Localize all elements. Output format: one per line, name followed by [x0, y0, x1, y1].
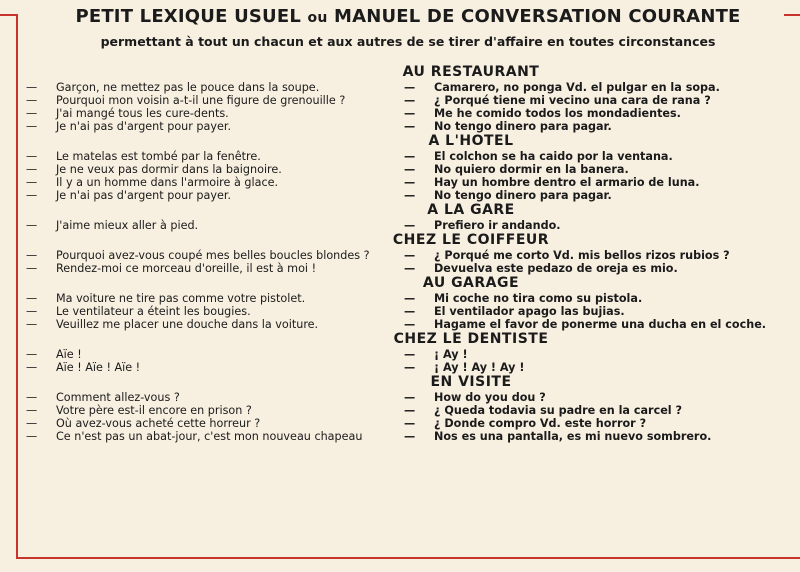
spanish-phrase	[404, 249, 796, 262]
phrase-dash: —	[26, 391, 38, 404]
spanish-phrase	[404, 417, 796, 430]
phrase-dash: —	[26, 404, 38, 417]
french-phrase	[26, 94, 404, 107]
french-text: Veuillez me placer une douche dans la voiture.	[56, 318, 319, 331]
spanish-phrase	[404, 176, 796, 189]
phrase-row	[26, 219, 796, 232]
phrase-dash: —	[404, 262, 416, 275]
spanish-phrase	[404, 404, 796, 417]
spanish-phrase	[404, 81, 796, 94]
spanish-phrase	[404, 361, 796, 374]
french-phrase	[26, 107, 404, 120]
spanish-text: No tengo dinero para pagar.	[434, 120, 612, 133]
phrase-dash: —	[26, 189, 38, 202]
phrase-row	[26, 292, 796, 305]
phrase-dash: —	[404, 305, 416, 318]
phrase-row	[26, 189, 796, 202]
spanish-text: ¡ Ay ! Ay ! Ay !	[434, 361, 525, 374]
phrase-dash: —	[404, 361, 416, 374]
phrase-dash: —	[26, 417, 38, 430]
phrase-dash: —	[404, 120, 416, 133]
phrase-dash: —	[404, 292, 416, 305]
french-text: Le ventilateur a éteint les bougies.	[56, 305, 251, 318]
french-phrase	[26, 81, 404, 94]
spanish-phrase	[404, 219, 796, 232]
spanish-text: El ventilador apago las bujias.	[434, 305, 625, 318]
french-phrase	[26, 305, 404, 318]
frame-bottom-line	[16, 557, 800, 559]
spanish-phrase	[404, 107, 796, 120]
phrase-row	[26, 150, 796, 163]
spanish-text: ¿ Porqué tiene mi vecino una cara de rana ?	[434, 94, 711, 107]
phrase-dash: —	[404, 94, 416, 107]
phrase-dash: —	[404, 107, 416, 120]
spanish-text: Hay un hombre dentro el armario de luna.	[434, 176, 700, 189]
phrase-dash: —	[404, 348, 416, 361]
spanish-phrase	[404, 120, 796, 133]
phrase-row	[26, 249, 796, 262]
french-phrase	[26, 348, 404, 361]
section-title: CHEZ LE DENTISTE	[393, 331, 549, 347]
french-phrase	[26, 150, 404, 163]
section-title: A LA GARE	[427, 202, 515, 218]
spanish-text: Nos es una pantalla, es mi nuevo sombrero.	[434, 430, 712, 443]
phrase-dash: —	[404, 150, 416, 163]
spanish-text: No tengo dinero para pagar.	[434, 189, 612, 202]
phrase-dash: —	[26, 163, 38, 176]
lexicon-content	[26, 64, 796, 443]
french-phrase	[26, 430, 404, 443]
french-text: Pourquoi mon voisin a-t-il une figure de grenouille ?	[56, 94, 346, 107]
phrase-row	[26, 318, 796, 331]
french-phrase	[26, 120, 404, 133]
phrase-dash: —	[26, 107, 38, 120]
spanish-text: How do you dou ?	[434, 391, 546, 404]
spanish-phrase	[404, 292, 796, 305]
french-phrase	[26, 404, 404, 417]
phrase-dash: —	[26, 219, 38, 232]
spanish-text: ¿ Porqué me corto Vd. mis bellos rizos rubios ?	[434, 249, 730, 262]
french-text: Ce n'est pas un abat-jour, c'est mon nouveau chapeau	[56, 430, 363, 443]
title-or: ou	[307, 10, 328, 26]
phrase-dash: —	[26, 292, 38, 305]
french-text: Pourquoi avez-vous coupé mes belles boucles blondes ?	[56, 249, 370, 262]
phrase-dash: —	[404, 318, 416, 331]
french-text: Aïe ! Aïe ! Aïe !	[56, 361, 141, 374]
spanish-text: El colchon se ha caido por la ventana.	[434, 150, 673, 163]
phrase-row	[26, 430, 796, 443]
phrase-dash: —	[26, 318, 38, 331]
spanish-text: Prefiero ir andando.	[434, 219, 561, 232]
spanish-text: Devuelva este pedazo de oreja es mio.	[434, 262, 678, 275]
phrase-row	[26, 305, 796, 318]
spanish-phrase	[404, 150, 796, 163]
phrase-dash: —	[404, 176, 416, 189]
phrase-row	[26, 391, 796, 404]
phrase-dash: —	[404, 81, 416, 94]
french-phrase	[26, 318, 404, 331]
phrase-row	[26, 163, 796, 176]
phrase-row	[26, 81, 796, 94]
french-phrase	[26, 417, 404, 430]
french-text: J'aime mieux aller à pied.	[56, 219, 199, 232]
spanish-text: Camarero, no ponga Vd. el pulgar en la sopa.	[434, 81, 720, 94]
phrase-dash: —	[404, 163, 416, 176]
spanish-phrase	[404, 430, 796, 443]
spanish-text: ¡ Ay !	[434, 348, 468, 361]
phrase-dash: —	[26, 94, 38, 107]
spanish-text: ¿ Queda todavia su padre en la carcel ?	[434, 404, 683, 417]
french-phrase	[26, 391, 404, 404]
french-phrase	[26, 189, 404, 202]
phrase-dash: —	[404, 219, 416, 232]
spanish-text: No quiero dormir en la banera.	[434, 163, 629, 176]
frame-left-line	[16, 14, 18, 559]
phrase-row	[26, 107, 796, 120]
french-phrase	[26, 163, 404, 176]
phrase-dash: —	[26, 176, 38, 189]
phrase-row	[26, 262, 796, 275]
french-text: Où avez-vous acheté cette horreur ?	[56, 417, 261, 430]
french-text: Aïe !	[56, 348, 82, 361]
title-part-1: PETIT LEXIQUE USUEL	[75, 6, 302, 27]
phrase-dash: —	[404, 404, 416, 417]
spanish-phrase	[404, 163, 796, 176]
french-phrase	[26, 249, 404, 262]
phrase-dash: —	[26, 120, 38, 133]
spanish-phrase	[404, 391, 796, 404]
spanish-phrase	[404, 94, 796, 107]
section-title: EN VISITE	[430, 374, 512, 390]
phrase-dash: —	[404, 249, 416, 262]
page-title	[20, 6, 796, 27]
spanish-phrase	[404, 348, 796, 361]
phrase-dash: —	[404, 189, 416, 202]
phrase-row	[26, 417, 796, 430]
section-title: A L'HOTEL	[428, 133, 514, 149]
spanish-phrase	[404, 189, 796, 202]
french-text: Comment allez-vous ?	[56, 391, 180, 404]
phrase-dash: —	[26, 348, 38, 361]
french-text: Je ne veux pas dormir dans la baignoire.	[56, 163, 282, 176]
spanish-text: Hagame el favor de ponerme una ducha en el coche.	[434, 318, 767, 331]
french-text: Ma voiture ne tire pas comme votre pistolet.	[56, 292, 306, 305]
phrase-dash: —	[404, 391, 416, 404]
phrase-row	[26, 404, 796, 417]
phrase-dash: —	[26, 262, 38, 275]
phrase-dash: —	[26, 430, 38, 443]
spanish-phrase	[404, 318, 796, 331]
french-phrase	[26, 262, 404, 275]
french-text: Votre père est-il encore en prison ?	[56, 404, 252, 417]
section-title: AU GARAGE	[422, 275, 520, 291]
section-title: CHEZ LE COIFFEUR	[392, 232, 550, 248]
phrase-dash: —	[404, 417, 416, 430]
french-text: Rendez-moi ce morceau d'oreille, il est à moi !	[56, 262, 317, 275]
page-subtitle: permettant à tout un chacun et aux autres de se tirer d'affaire en toutes circonstances	[100, 34, 716, 49]
phrase-row	[26, 176, 796, 189]
phrase-dash: —	[26, 81, 38, 94]
phrase-row	[26, 348, 796, 361]
french-text: Il y a un homme dans l'armoire à glace.	[56, 176, 279, 189]
french-phrase	[26, 176, 404, 189]
french-text: J'ai mangé tous les cure-dents.	[56, 107, 229, 120]
spanish-phrase	[404, 262, 796, 275]
phrase-dash: —	[26, 361, 38, 374]
phrase-dash: —	[26, 150, 38, 163]
french-text: Je n'ai pas d'argent pour payer.	[56, 189, 231, 202]
phrase-row	[26, 120, 796, 133]
french-text: Le matelas est tombé par la fenêtre.	[56, 150, 261, 163]
french-phrase	[26, 292, 404, 305]
phrase-dash: —	[404, 430, 416, 443]
spanish-phrase	[404, 305, 796, 318]
spanish-text: ¿ Donde compro Vd. este horror ?	[434, 417, 647, 430]
spanish-text: Me he comido todos los mondadientes.	[434, 107, 681, 120]
french-phrase	[26, 219, 404, 232]
title-part-2: MANUEL DE CONVERSATION COURANTE	[333, 6, 741, 27]
french-text: Je n'ai pas d'argent pour payer.	[56, 120, 231, 133]
french-phrase	[26, 361, 404, 374]
phrase-dash: —	[26, 305, 38, 318]
phrase-dash: —	[26, 249, 38, 262]
phrase-row	[26, 361, 796, 374]
section-title: AU RESTAURANT	[402, 64, 540, 80]
phrase-row	[26, 94, 796, 107]
french-text: Garçon, ne mettez pas le pouce dans la soupe.	[56, 81, 320, 94]
spanish-text: Mi coche no tira como su pistola.	[434, 292, 643, 305]
